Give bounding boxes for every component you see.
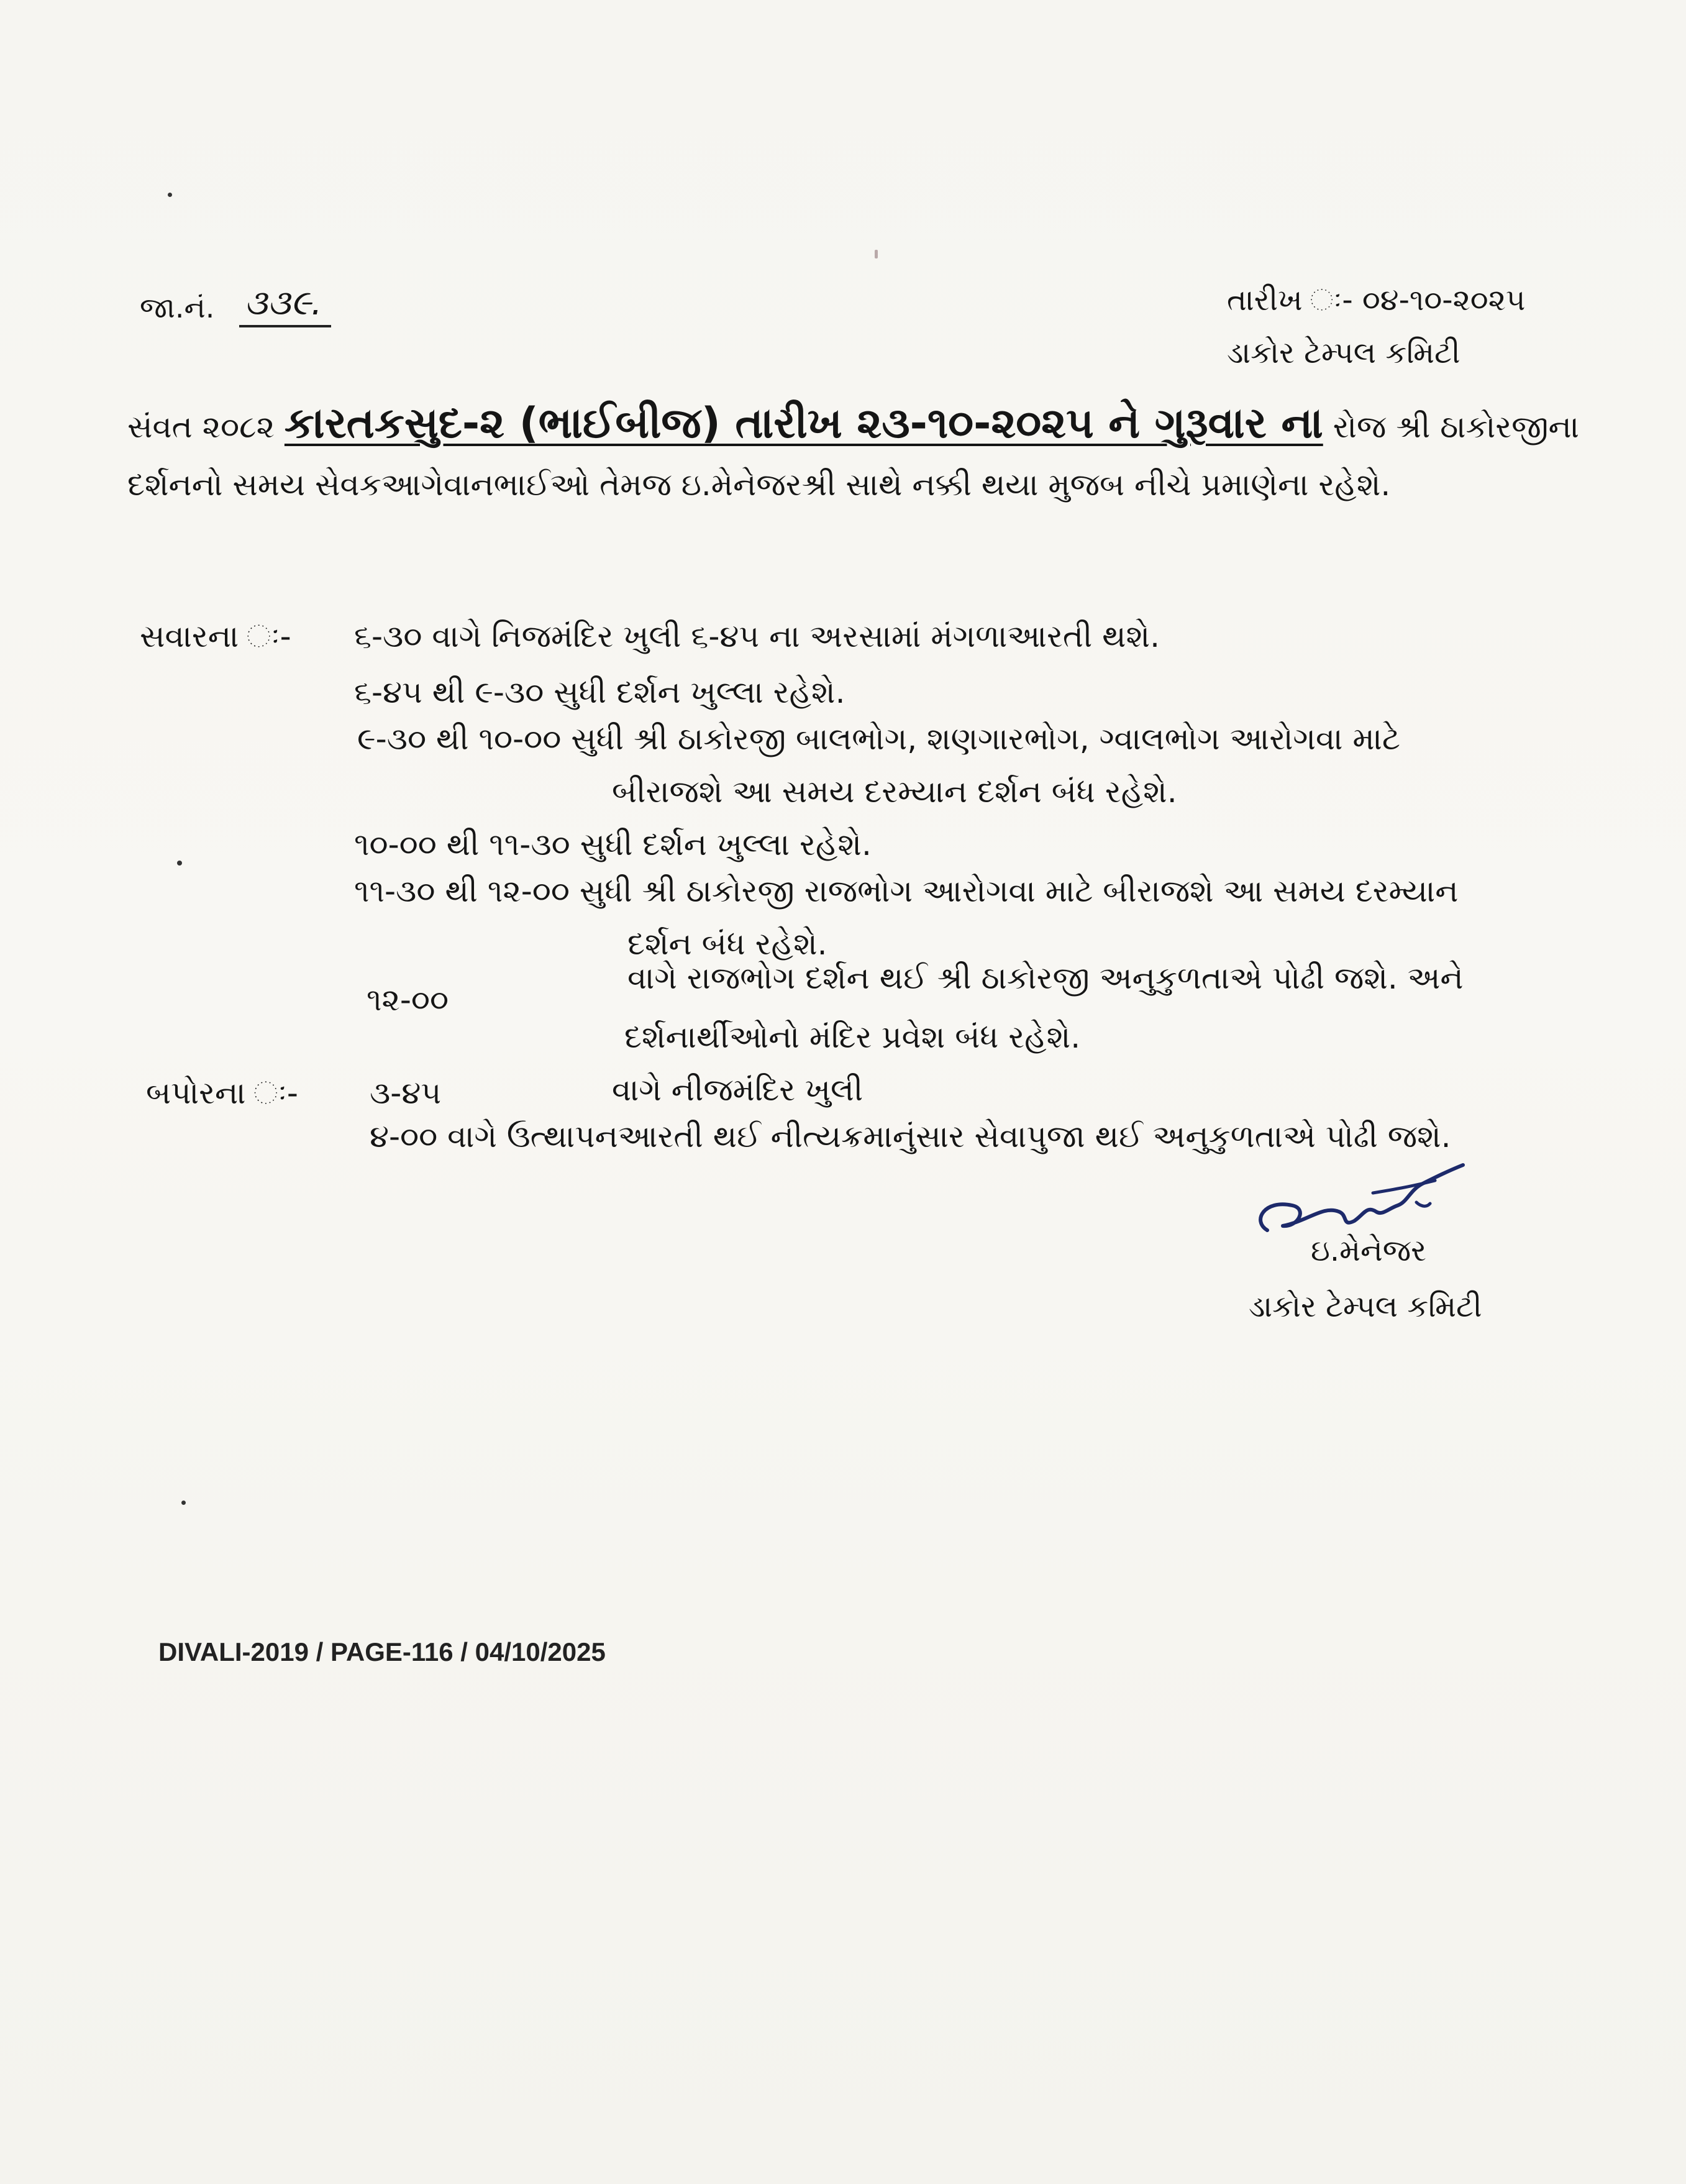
time-1200: ૧૨-૦૦: [367, 982, 449, 1018]
paper-speck: [181, 1501, 186, 1505]
schedule-line: વાગે રાજભોગ દર્શન થઈ શ્રી ઠાકોરજી અનુકુળતાએ પોઢી જશે. અને: [627, 960, 1464, 996]
intro-highlight: કારતકસુદ-૨ (ભાઈબીજ) તારીખ ૨૩-૧૦-૨૦૨૫ ને ગુરૂવાર ના: [284, 399, 1323, 448]
time-345: ૩-૪૫: [370, 1075, 442, 1111]
afternoon-label: બપોરના ઃ-: [146, 1075, 298, 1111]
intro-paragraph: [127, 395, 1668, 514]
schedule-line: ૧૧-૩૦ થી ૧૨-૦૦ સુધી શ્રી ઠાકોરજી રાજભોગ આરોગવા માટે બીરાજશે આ સમય દરમ્યાન: [354, 873, 1459, 909]
schedule-line: ૪-૦૦ વાગે ઉત્થાપનઆરતી થઈ નીત્યક્રમાનુંસાર સેવાપુજા થઈ અનુકુળતાએ પોઢી જશે.: [370, 1118, 1451, 1154]
reference-number: ૩૩૯.: [239, 283, 331, 327]
schedule-line: ૬-૩૦ વાગે નિજમંદિર ખુલી ૬-૪૫ ના અરસામાં મંગળાઆરતી થશે.: [354, 618, 1160, 654]
schedule-line: દર્શનાર્થીઓનો મંદિર પ્રવેશ બંધ રહેશે.: [624, 1019, 1081, 1055]
schedule-line: ૯-૩૦ થી ૧૦-૦૦ સુધી શ્રી ઠાકોરજી બાલભોગ, શણગારભોગ, ગ્વાલભોગ આરોગવા માટે: [357, 721, 1401, 757]
paper-speck: [177, 861, 182, 866]
intro-part-1: સંવત ૨૦૮૨: [127, 409, 275, 445]
footer-reference: DIVALI-2019 / PAGE-116 / 04/10/2025: [158, 1637, 606, 1666]
paper-speck: [875, 250, 878, 258]
signatory-office: ડાકોર ટેમ્પલ કમિટી: [1249, 1289, 1482, 1324]
signatory-title: ઇ.મેનેજર: [1311, 1233, 1426, 1268]
schedule-line: ૧૦-૦૦ થી ૧૧-૩૦ સુધી દર્શન ખુલ્લા રહેશે.: [354, 826, 872, 862]
document-date: તારીખ ઃ- ૦૪-૧૦-૨૦૨૫: [1227, 283, 1526, 318]
intro-part-2: રોજ શ્રી ઠાકોરજીના દર્શનનો સમય સેવકઆગેવાનભાઈઓ તેમજ ઇ.મેનેજરશ્રી સાથે નક્કી થયા મુજબ નીચે પ્રમાણેના રહેશે.: [127, 409, 1579, 503]
issuing-office: ડાકોર ટેમ્પલ કમિટી: [1227, 336, 1460, 370]
morning-label: સવારના ઃ-: [140, 618, 291, 654]
schedule-line: બીરાજશે આ સમય દરમ્યાન દર્શન બંધ રહેશે.: [612, 774, 1177, 810]
paper-speck: [168, 193, 172, 197]
schedule-line: વાગે નીજમંદિર ખુલી: [612, 1072, 864, 1108]
schedule-line: દર્શન બંધ રહેશે.: [627, 926, 827, 962]
schedule-line: ૬-૪૫ થી ૯-૩૦ સુધી દર્શન ખુલ્લા રહેશે.: [354, 674, 845, 710]
reference-label: જા.નં.: [140, 291, 215, 324]
